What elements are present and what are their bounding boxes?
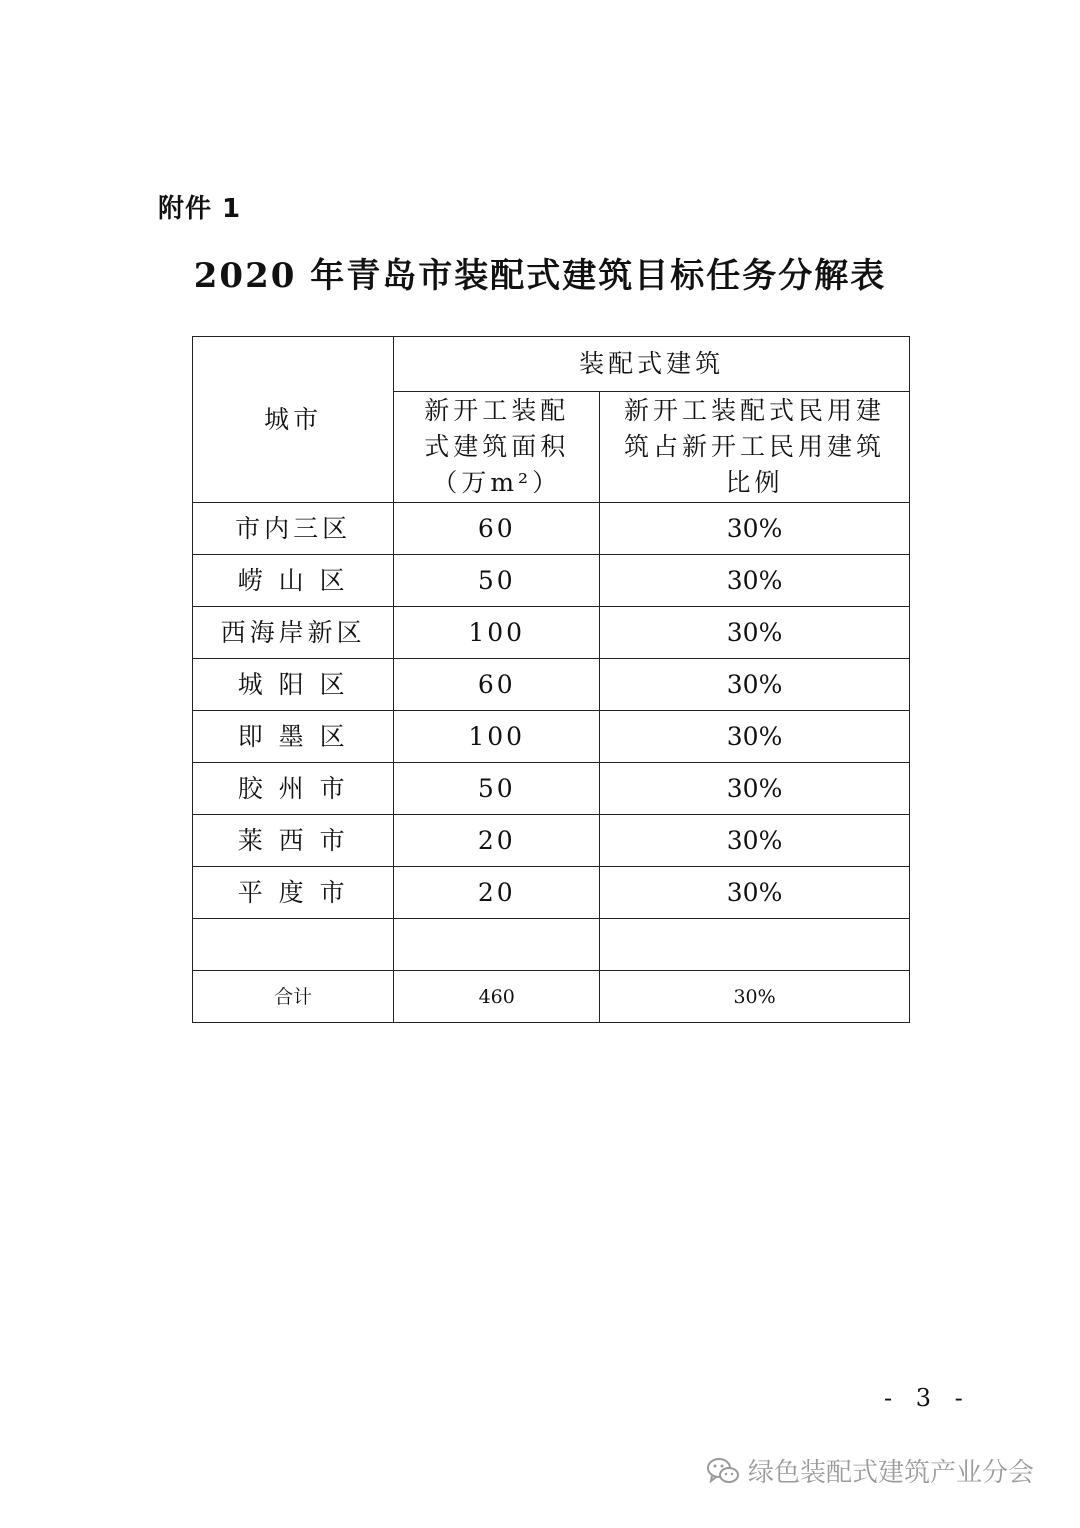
page-title: 2020 年青岛市装配式建筑目标任务分解表 [193,256,887,296]
cell-ratio: 30% [600,555,910,607]
cell-city: 即 墨 区 [193,711,394,763]
header-area: 新开工装配式建筑面积（万m²） [394,392,600,503]
total-ratio: 30% [600,971,910,1023]
cell-city: 市内三区 [193,503,394,555]
table-row [193,711,910,763]
watermark [706,1452,1034,1489]
table-row [193,815,910,867]
page-number: - 3 - [884,1384,971,1412]
cell-area: 20 [394,815,600,867]
total-label: 合计 [193,971,394,1023]
attachment-label: 附件 1 [158,194,242,224]
cell-ratio: 30% [600,867,910,919]
cell-ratio: 30% [600,763,910,815]
cell-city: 平 度 市 [193,867,394,919]
cell-city: 城 阳 区 [193,659,394,711]
empty-row [193,919,910,971]
cell-city: 西海岸新区 [193,607,394,659]
cell-city: 莱 西 市 [193,815,394,867]
table-row [193,659,910,711]
cell-city: 崂 山 区 [193,555,394,607]
cell-ratio: 30% [600,503,910,555]
empty-cell [600,919,910,971]
cell-ratio: 30% [600,607,910,659]
table-row [193,555,910,607]
cell-ratio: 30% [600,659,910,711]
cell-city: 胶 州 市 [193,763,394,815]
target-table [192,336,910,1023]
header-ratio: 新开工装配式民用建筑占新开工民用建筑比例 [600,392,910,503]
watermark-text: 绿色装配式建筑产业分会 [748,1458,1035,1488]
cell-area: 100 [394,607,600,659]
cell-area: 60 [394,503,600,555]
cell-area: 50 [394,763,600,815]
cell-ratio: 30% [600,711,910,763]
header-city: 城市 [193,337,394,503]
wechat-icon [706,1456,740,1486]
table-row [193,867,910,919]
total-area: 460 [394,971,600,1023]
total-row [193,971,910,1023]
cell-area: 60 [394,659,600,711]
cell-area: 100 [394,711,600,763]
header-group: 装配式建筑 [394,337,910,392]
empty-cell [193,919,394,971]
cell-ratio: 30% [600,815,910,867]
table-row [193,607,910,659]
cell-area: 20 [394,867,600,919]
table-row [193,503,910,555]
empty-cell [394,919,600,971]
table-row [193,763,910,815]
cell-area: 50 [394,555,600,607]
